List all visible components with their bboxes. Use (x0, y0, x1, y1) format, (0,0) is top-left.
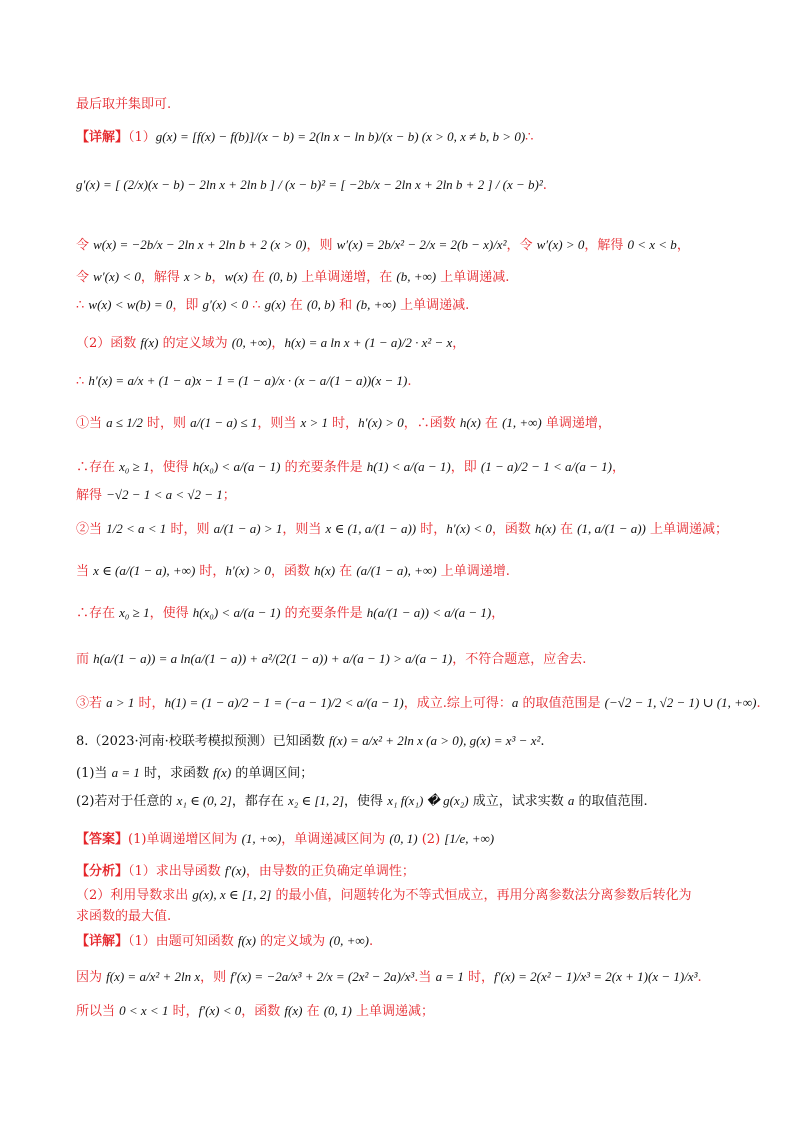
math-formula: g′(x) = [ (2/x)(x − b) − 2ln x + 2ln b ] / (x − b)² = [ −2b/x − 2ln x + 2ln b + 2 ] / (x − b)² (76, 177, 543, 192)
math-formula: h′(x) > 0 (358, 415, 404, 430)
text-run: 在 (480, 416, 503, 431)
text-run: ， (452, 336, 466, 351)
math-formula: (b, +∞) (396, 269, 437, 284)
text-run: 的定义域为 (158, 336, 232, 351)
math-formula: x ∈ (a/(1 − a), +∞) (93, 563, 196, 578)
math-formula: f(x) (140, 335, 159, 350)
math-formula: h′(x) < 0 (446, 521, 492, 536)
line-8 (76, 372, 760, 391)
math-formula: x₀ ≥ 1 (119, 459, 150, 474)
text-run: 上单调递减； (645, 522, 729, 537)
text-run: 上单调递减； (351, 1004, 435, 1019)
line-19 (76, 792, 760, 811)
text-run: 时， (195, 564, 226, 579)
math-formula: (1, a/(1 − a)) (577, 521, 646, 536)
text-run: 成立，试求实数 (468, 794, 568, 809)
text-run: 在 (247, 270, 269, 285)
math-formula: g(x) (264, 297, 286, 312)
line-23 (76, 908, 760, 926)
text-run: . (540, 734, 545, 749)
math-formula: f′(x) < 0 (198, 1003, 242, 1018)
math-formula: a > 1 (106, 695, 135, 710)
text-run: 令 (76, 238, 94, 253)
math-formula: f(x) = a/x² + 2ln x (106, 969, 201, 984)
line-14 (76, 604, 760, 623)
math-formula: (1 − a)/2 − 1 < a/(a − 1) (480, 459, 613, 474)
math-formula: g(x), x ∈ [1, 2] (192, 887, 272, 902)
text-run: ∴ (525, 130, 534, 145)
math-formula: x₁ ∈ (0, 2] (176, 793, 232, 808)
math-formula: a/(1 − a) ≤ 1 (190, 415, 258, 430)
line-16 (76, 694, 760, 713)
math-formula: h(a/(1 − a)) < a/(a − 1) (366, 605, 492, 620)
text-run: 求函数的最大值. (76, 909, 172, 924)
math-formula: x > 1 (300, 415, 329, 430)
text-run: 时， (168, 1004, 199, 1019)
math-formula: x ∈ (1, a/(1 − a)) (325, 521, 417, 536)
text-run: ，函数 (491, 522, 535, 537)
math-formula: a = 1 (435, 969, 464, 984)
math-formula: f(x) = a/x² + 2ln x (a > 0), g(x) = x³ − x² (328, 733, 541, 748)
text-run: ，则当 (257, 416, 301, 431)
line-20 (76, 830, 760, 849)
math-formula: (0, 1) (389, 831, 418, 846)
text-run: ，使得 (149, 460, 193, 475)
text-run: ， (211, 270, 225, 285)
line-4 (76, 236, 760, 255)
text-run: 在 (555, 522, 578, 537)
line-7 (76, 334, 760, 353)
text-run: ∴ (248, 298, 265, 313)
text-run: 上单调递减. (395, 298, 470, 313)
text-run: . (542, 178, 547, 193)
math-formula: (b, +∞) (356, 297, 396, 312)
math-formula: h(x) (314, 563, 336, 578)
text-run: 所以当 (76, 1004, 120, 1019)
line-13 (76, 562, 760, 581)
text-run: ，单调递减区间为 (281, 832, 390, 847)
text-run: ， (491, 606, 505, 621)
text-run: ，使得 (344, 794, 388, 809)
text-run: ，函数 (270, 564, 315, 579)
line-25 (76, 968, 760, 987)
text-run: ，则 (306, 238, 337, 253)
text-run: 当 (76, 564, 94, 579)
math-formula: h′(x) = a/x + (1 − a)x − 1 = (1 − a)/x · (x − a/(1 − a))(x − 1) (88, 373, 408, 388)
text-run: ，函数 (241, 1004, 285, 1019)
text-run: 解得 (76, 488, 107, 503)
math-formula: h(x) (534, 521, 556, 536)
math-formula: −√2 − 1 < a < √2 − 1 (106, 487, 223, 502)
text-run: 因为 (76, 970, 107, 985)
text-run: ，成立.综上可得： (403, 696, 512, 711)
math-formula: x₂ ∈ [1, 2] (288, 793, 345, 808)
text-run: 时， (416, 522, 447, 537)
text-run: ①当 (76, 416, 107, 431)
math-formula: w(x) = −2b/x − 2ln x + 2ln b + 2 (x > 0) (93, 237, 307, 252)
text-run: (2) (417, 832, 445, 847)
text-run: 时， (463, 970, 494, 985)
math-formula: f′(x) = −2a/x³ + 2/x = (2x² − 2a)/x³ (230, 969, 415, 984)
text-run: 时， (328, 416, 359, 431)
math-formula: a = 1 (111, 765, 140, 780)
math-formula: a ≤ 1/2 (106, 415, 143, 430)
text-run: ，解得 (140, 270, 184, 285)
text-run: ，即 (450, 460, 481, 475)
line-24 (76, 932, 760, 951)
text-run: (1)当 (76, 766, 112, 781)
text-run: ∴存在 (76, 460, 120, 475)
text-run: ∴存在 (76, 606, 120, 621)
line-17 (76, 732, 760, 751)
text-run: 的定义域为 (255, 934, 330, 949)
line-1 (76, 96, 760, 114)
line-15 (76, 650, 760, 669)
text-run: 的充要条件是 (280, 606, 367, 621)
math-formula: h(x) (459, 415, 481, 430)
text-run: ，都存在 (231, 794, 289, 809)
text-run: （1） (128, 130, 156, 145)
text-run: 时，则 (166, 522, 214, 537)
math-formula: (0, +∞) (329, 933, 369, 948)
text-run: 单调递增， (541, 416, 611, 431)
text-run: ，∴函数 (403, 416, 460, 431)
text-run: ， (612, 460, 626, 475)
text-run: ， (271, 336, 285, 351)
math-formula: h(a/(1 − a)) = a ln(a/(1 − a)) + a²/(2(1 − a)) + a/(a − 1) > a/(a − 1) (93, 651, 453, 666)
math-formula: f′(x) (224, 863, 246, 878)
line-18 (76, 764, 760, 783)
text-run: 【详解】 (76, 934, 129, 949)
line-5 (76, 268, 760, 287)
math-formula: 0 < x < b (627, 237, 677, 252)
math-formula: (1, +∞) (241, 831, 282, 846)
text-run: ，则当 (282, 522, 326, 537)
math-formula: f(x) (213, 765, 232, 780)
text-run: . (756, 696, 761, 711)
line-26 (76, 1002, 760, 1021)
math-formula: (1, +∞) (502, 415, 542, 430)
text-run: （1）求出导函数 (128, 864, 225, 879)
text-run: 时， (134, 696, 165, 711)
text-run: 上单调递增. (436, 564, 510, 579)
text-run: ； (222, 488, 236, 503)
text-run: ，不符合题意，应舍去. (452, 652, 587, 667)
text-run: 8.（2023·河南·校联考模拟预测）已知函数 (76, 734, 329, 749)
math-formula: x₀ ≥ 1 (119, 605, 150, 620)
text-run: (2)若对于任意的 (76, 794, 177, 809)
math-formula: [1/e, +∞) (444, 831, 495, 846)
line-10 (76, 458, 760, 477)
text-run: ，使得 (149, 606, 193, 621)
text-run: 时，则 (142, 416, 191, 431)
text-run: ，令 (506, 238, 537, 253)
text-run: 上单调递减. (436, 270, 510, 285)
text-run: （2）利用导数求出 (76, 888, 193, 903)
text-run: 在 (335, 564, 357, 579)
math-formula: w′(x) = 2b/x² − 2/x = 2(b − x)/x² (336, 237, 507, 252)
math-formula: g(x) = [f(x) − f(b)]/(x − b) = 2(ln x − ln b)/(x − b) (x > 0, x ≠ b, b > 0) (155, 129, 526, 144)
math-formula: h′(x) > 0 (225, 563, 271, 578)
math-formula: h(1) < a/(a − 1) (366, 459, 451, 474)
math-formula: (0, 1) (323, 1003, 352, 1018)
text-run: ，由导数的正负确定单调性； (245, 864, 415, 879)
line-3 (76, 176, 760, 195)
text-run: 【答案】 (76, 832, 129, 847)
text-run: (1)单调递增区间为 (128, 832, 242, 847)
text-run: ∴ (76, 374, 89, 389)
math-formula: x > b (184, 269, 212, 284)
math-formula: h(x₀) < a/(a − 1) (192, 459, 281, 474)
text-run: 在 (302, 1004, 324, 1019)
line-2 (76, 128, 760, 147)
math-formula: 1/2 < a < 1 (106, 521, 167, 536)
math-formula: w(x) < w(b) = 0 (88, 297, 173, 312)
math-formula: w′(x) < 0 (93, 269, 141, 284)
math-formula: h(x) = a ln x + (1 − a)/2 · x² − x (284, 335, 453, 350)
text-run: 的单调区间； (231, 766, 314, 781)
text-run: 时，求函数 (139, 766, 214, 781)
text-run: ③若 (76, 696, 107, 711)
math-formula: f(x) (237, 933, 256, 948)
math-formula: (a/(1 − a), +∞) (356, 563, 437, 578)
math-formula: w′(x) > 0 (536, 237, 585, 252)
text-run: 【分析】 (76, 864, 129, 879)
text-run: . (407, 374, 412, 389)
line-6 (76, 296, 760, 315)
text-run: 而 (76, 652, 94, 667)
text-run: ，解得 (584, 238, 628, 253)
text-run: ∴ (76, 298, 89, 313)
math-formula: (0, b) (306, 297, 335, 312)
math-formula: h(x₀) < a/(a − 1) (192, 605, 281, 620)
text-run: ， (676, 238, 690, 253)
text-run: . (368, 934, 374, 949)
text-run: 的充要条件是 (280, 460, 367, 475)
text-run: ，则 (200, 970, 231, 985)
text-run: 【详解】 (76, 130, 129, 145)
text-run: 最后取并集即可. (76, 97, 172, 112)
math-formula: a/(1 − a) > 1 (213, 521, 283, 536)
line-12 (76, 520, 760, 539)
text-run: ②当 (76, 522, 107, 537)
text-run: . (697, 970, 702, 985)
text-run: 的最小值，问题转化为不等式恒成立，再用分离参数法分离参数后转化为 (271, 888, 692, 903)
text-run: .当 (414, 970, 436, 985)
math-formula: a (567, 793, 575, 808)
text-run: （1）由题可知函数 (128, 934, 238, 949)
text-run: 的取值范围. (574, 794, 648, 809)
line-11 (76, 486, 760, 505)
text-run: 上单调递增，在 (297, 270, 397, 285)
math-formula: w(x) (224, 269, 248, 284)
math-formula: g′(x) < 0 (202, 297, 249, 312)
math-formula: (0, b) (268, 269, 298, 284)
math-formula: f′(x) = 2(x² − 1)/x³ = 2(x + 1)(x − 1)/x³ (493, 969, 698, 984)
text-run: 的取值范围是 (518, 696, 605, 711)
math-formula: f(x) (284, 1003, 303, 1018)
line-9 (76, 414, 760, 433)
text-run: ，即 (172, 298, 203, 313)
line-21 (76, 862, 760, 881)
math-formula: (−√2 − 1, √2 − 1) ∪ (1, +∞) (604, 695, 757, 710)
text-run: 在 (285, 298, 307, 313)
math-formula: x₁ f(x₁) � g(x₂) (387, 793, 469, 808)
math-formula: (0, +∞) (231, 335, 272, 350)
math-formula: 0 < x < 1 (119, 1003, 169, 1018)
text-run: （2）函数 (76, 336, 141, 351)
text-run: 令 (76, 270, 94, 285)
math-formula: a (511, 695, 519, 710)
text-run: 和 (335, 298, 357, 313)
math-formula: h(1) = (1 − a)/2 − 1 = (−a − 1)/2 < a/(a − 1) (164, 695, 404, 710)
line-22 (76, 886, 760, 905)
